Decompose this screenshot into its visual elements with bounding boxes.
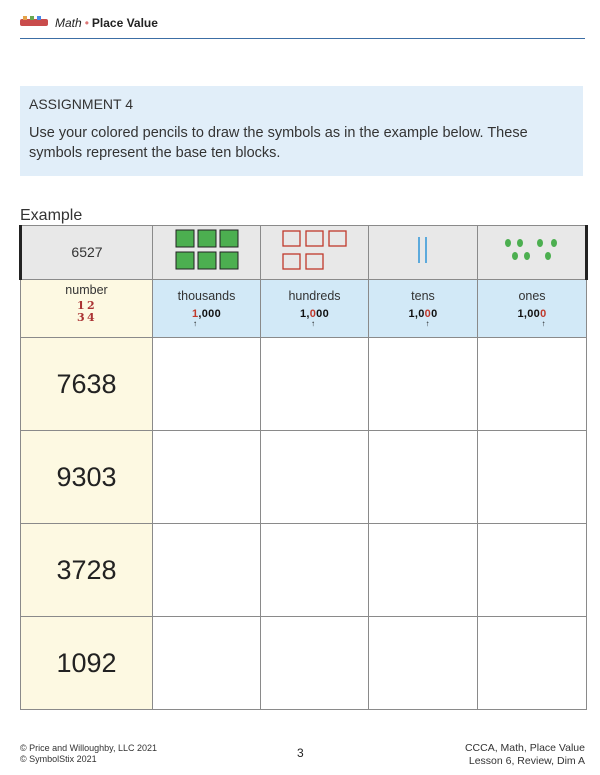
pv-digit: 0	[309, 308, 317, 320]
tens-sticks	[413, 235, 433, 265]
example-hundreds-cell	[261, 226, 369, 280]
example-thousands-cell	[153, 226, 261, 280]
pv-digit: 1	[191, 308, 199, 320]
course-line: CCCA, Math, Place Value	[464, 742, 585, 754]
hundreds-answer-cell[interactable]	[261, 338, 369, 431]
table-row	[21, 431, 587, 524]
thousands-block-icon	[220, 230, 238, 247]
pv-digit: 0	[431, 308, 438, 320]
hundreds-square-icon	[283, 254, 300, 269]
pv-digit: 0	[208, 308, 215, 320]
hundreds-squares	[282, 229, 348, 271]
header-number-label: number	[65, 283, 108, 297]
hundreds-answer-cell[interactable]	[261, 431, 369, 524]
thousands-block-icon	[220, 252, 238, 269]
pv-digit: 0	[527, 308, 534, 320]
header-separator: •	[84, 16, 89, 30]
pv-digit: 0	[418, 308, 425, 320]
place-value-figure	[517, 308, 547, 328]
thousands-block-icon	[198, 252, 216, 269]
pointer-arrow-icon: ↑	[541, 319, 546, 328]
thousands-block-icon	[176, 230, 194, 247]
hundreds-answer-cell[interactable]	[261, 617, 369, 710]
example-label: Example	[20, 207, 83, 224]
place-value-figure	[191, 308, 222, 328]
header-number	[21, 280, 153, 338]
assignment-box	[20, 86, 583, 176]
numbers-icon-digit: 3	[76, 311, 85, 323]
ones-dot-icon	[524, 252, 530, 260]
pointer-arrow-icon: ↑	[425, 319, 430, 328]
footer-course-info	[465, 742, 585, 768]
pv-digit: ,	[414, 308, 419, 320]
header-ones	[478, 280, 587, 338]
numbers-icon-digit: 1	[76, 299, 85, 312]
page-header	[20, 14, 585, 39]
header-hundreds	[261, 280, 369, 338]
number-cell	[21, 617, 153, 710]
pv-digit: 0	[424, 308, 432, 320]
place-value-table	[19, 225, 588, 710]
example-tens-cell	[369, 226, 478, 280]
example-row	[21, 226, 587, 280]
table-row	[21, 524, 587, 617]
thousands-answer-cell[interactable]	[153, 338, 261, 431]
tens-answer-cell[interactable]	[369, 338, 478, 431]
header-ones-label: ones	[518, 289, 546, 303]
tens-answer-cell[interactable]	[369, 617, 478, 710]
pointer-arrow-icon: ↑	[192, 319, 198, 328]
row-number: 1092	[56, 647, 117, 678]
ones-dot-icon	[512, 252, 518, 260]
row-number: 7638	[56, 368, 117, 399]
header-subject: Math	[55, 16, 82, 30]
thousands-answer-cell[interactable]	[153, 524, 261, 617]
row-number: 9303	[56, 461, 117, 492]
hundreds-square-icon	[306, 231, 323, 246]
header-title: Place Value	[91, 16, 158, 30]
number-cell	[21, 524, 153, 617]
header-hundreds-label: hundreds	[288, 289, 341, 303]
ones-dot-icon	[545, 252, 551, 260]
example-ones-cell	[478, 226, 587, 280]
pv-digit: 0	[201, 308, 209, 320]
ones-dot-icon	[505, 239, 511, 247]
example-number-cell	[21, 226, 153, 280]
ones-dot-icon	[551, 239, 557, 247]
hundreds-square-icon	[306, 254, 323, 269]
ones-dot-icon	[537, 239, 543, 247]
pointer-arrow-icon: ↑	[310, 319, 316, 328]
copyright-line-1: © Price and Willoughby, LLC 2021	[20, 743, 158, 753]
pv-digit: ,	[523, 308, 528, 320]
number-cell	[21, 338, 153, 431]
copyright-line-2: © SymbolStix 2021	[20, 754, 97, 764]
ones-dot-icon	[517, 239, 523, 247]
header-thousands	[153, 280, 261, 338]
assignment-title: ASSIGNMENT 4	[29, 96, 133, 112]
tens-answer-cell[interactable]	[369, 524, 478, 617]
thousands-block-icon	[176, 252, 194, 269]
table-row	[21, 338, 587, 431]
footer-copyright	[20, 743, 157, 765]
hundreds-square-icon	[329, 231, 346, 246]
header-tens-label: tens	[411, 289, 435, 303]
ones-dots	[502, 235, 562, 265]
place-value-figure	[408, 308, 438, 328]
pv-digit: 0	[316, 308, 323, 320]
ones-answer-cell[interactable]	[478, 431, 587, 524]
row-number: 3728	[56, 554, 117, 585]
hundreds-answer-cell[interactable]	[261, 524, 369, 617]
tens-answer-cell[interactable]	[369, 431, 478, 524]
numbers-icon-digit: 2	[86, 299, 95, 312]
pv-digit: 1	[299, 308, 307, 320]
pv-digit: 1	[408, 308, 415, 320]
pv-digit: 1	[517, 308, 524, 320]
hundreds-square-icon	[283, 231, 300, 246]
numbers-icon	[75, 299, 99, 323]
ones-answer-cell[interactable]	[478, 338, 587, 431]
number-cell	[21, 431, 153, 524]
pv-digit: 0	[322, 308, 330, 320]
thousands-block-icon	[198, 230, 216, 247]
example-number: 6527	[71, 243, 103, 260]
place-value-figure	[299, 308, 330, 328]
table-row	[21, 617, 587, 710]
pv-digit: ,	[306, 308, 310, 320]
header-text	[55, 16, 158, 30]
pv-digit: 0	[533, 308, 541, 320]
column-header-row	[21, 280, 587, 338]
numbers-icon-digit: 4	[86, 311, 95, 323]
ones-answer-cell[interactable]	[478, 524, 587, 617]
header-tens	[369, 280, 478, 338]
pv-digit: 0	[540, 308, 547, 320]
thousands-answer-cell[interactable]	[153, 431, 261, 524]
thousands-blocks	[175, 229, 239, 271]
pv-digit: ,	[198, 308, 202, 320]
page-number: 3	[297, 746, 304, 760]
ones-answer-cell[interactable]	[478, 617, 587, 710]
header-thousands-label: thousands	[177, 289, 236, 303]
pv-digit: 0	[214, 308, 222, 320]
thousands-answer-cell[interactable]	[153, 617, 261, 710]
assignment-instructions: Use your colored pencils to draw the symbols as in the example below. These symbols represent the base ten blocks.	[29, 125, 528, 161]
lesson-line: Lesson 6, Review, Dim A	[468, 755, 585, 767]
symbolstix-logo-icon	[20, 16, 48, 28]
